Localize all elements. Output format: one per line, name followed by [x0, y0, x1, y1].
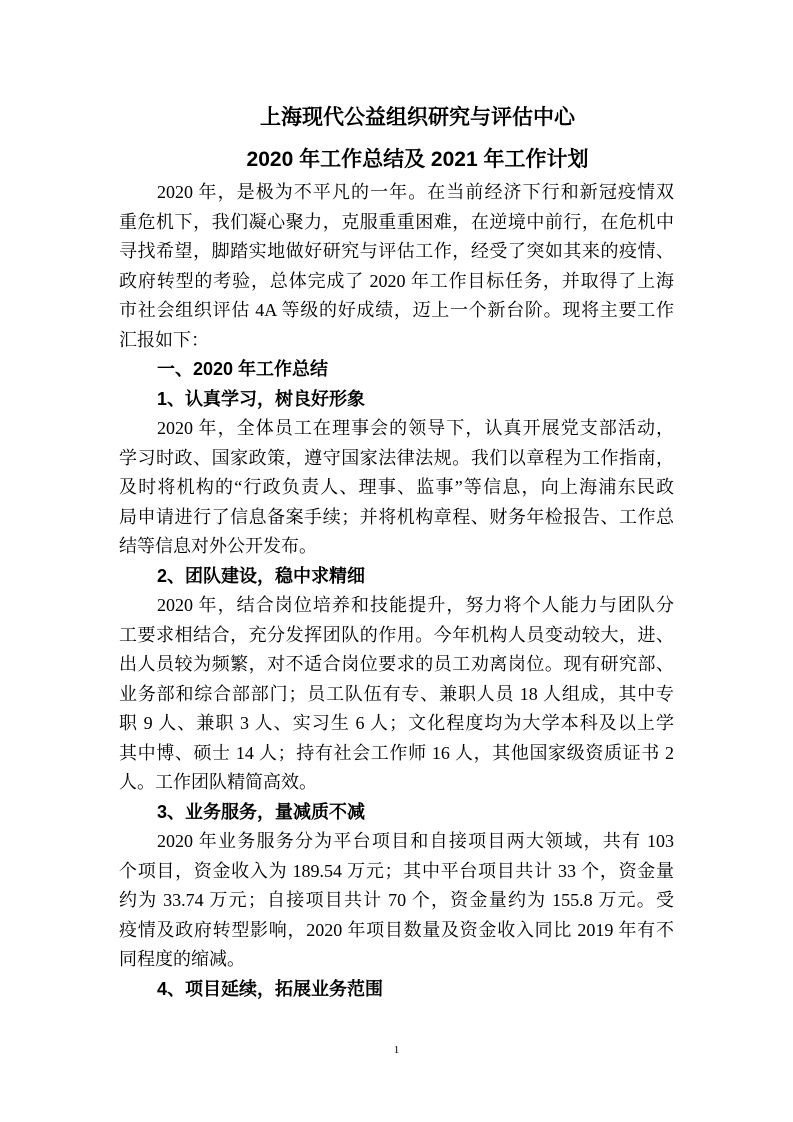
document-subtitle: 2020 年工作总结及 2021 年工作计划 — [246, 148, 589, 171]
subsection-study — [119, 385, 674, 562]
paragraph-line: 业务部和综合部部门；员工队伍有专、兼职人员 18 人组成，其中专 — [119, 683, 674, 704]
paragraph-line: 疫情及政府转型影响，2020 年项目数量及资金收入同比 2019 年有不 — [119, 919, 674, 940]
paragraph-line: 学习时政、国家政策，遵守国家法律法规。我们以章程为工作指南， — [119, 447, 674, 468]
paragraph-line: 职 9 人、兼职 3 人、实习生 6 人；文化程度均为大学本科及以上学 — [119, 713, 674, 733]
subsection-team — [119, 562, 674, 798]
paragraph-line: 汇报如下： — [119, 329, 209, 350]
intro-paragraph — [119, 178, 674, 355]
document-body — [119, 178, 674, 1004]
subsection-heading: 1、认真学习，树良好形象 — [157, 388, 366, 409]
paragraph-line: 人。工作团队精简高效。 — [119, 772, 317, 792]
paragraph-line: 约为 33.74 万元；自接项目共计 70 个，资金量约为 155.8 万元。受 — [119, 890, 674, 910]
subsection-services — [119, 798, 674, 975]
page-number: 1 — [393, 1044, 400, 1056]
document-title: 上海现代公益组织研究与评估中心 — [260, 106, 575, 129]
paragraph-line: 2020 年，是极为不平凡的一年。在当前经济下行和新冠疫情双 — [157, 182, 674, 202]
paragraph-line: 其中博、硕士 14 人；持有社会工作师 16 人，其他国家级资质证书 2 — [119, 742, 674, 763]
paragraph-line: 个项目，资金收入为 189.54 万元；其中平台项目共计 33 个，资金量 — [119, 860, 674, 881]
paragraph-line: 结等信息对外公开发布。 — [119, 536, 317, 556]
subsection-projects — [119, 975, 674, 1005]
paragraph-line: 同程度的缩减。 — [119, 949, 245, 969]
subsection-heading: 3、业务服务，量减质不减 — [157, 801, 366, 822]
paragraph-line: 市社会组织评估 4A 等级的好成绩，迈上一个新台阶。现将主要工作 — [119, 300, 674, 320]
paragraph-line: 局申请进行了信息备案手续；并将机构章程、财务年检报告、工作总 — [119, 506, 674, 527]
subsection-heading: 4、项目延续，拓展业务范围 — [157, 978, 384, 999]
subsection-heading: 2、团队建设，稳中求精细 — [157, 565, 366, 586]
paragraph-line: 出人员较为频繁，对不适合岗位要求的员工劝离岗位。现有研究部、 — [119, 654, 674, 674]
paragraph-line: 2020 年，结合岗位培养和技能提升，努力将个人能力与团队分 — [157, 595, 674, 615]
paragraph-line: 2020 年业务服务分为平台项目和自接项目两大领域，共有 103 — [157, 831, 674, 851]
paragraph-line: 2020 年，全体员工在理事会的领导下，认真开展党支部活动， — [157, 418, 674, 438]
paragraph-line: 重危机下，我们凝心聚力，克服重重困难，在逆境中前行，在危机中 — [119, 211, 674, 232]
section-heading: 一、2020 年工作总结 — [157, 359, 329, 379]
paragraph-line: 政府转型的考验，总体完成了 2020 年工作目标任务，并取得了上海 — [119, 270, 674, 291]
paragraph-line: 寻找希望，脚踏实地做好研究与评估工作，经受了突如其来的疫情、 — [119, 241, 674, 261]
paragraph-line: 及时将机构的“行政负责人、理事、监事”等信息，向上海浦东民政 — [119, 477, 674, 497]
paragraph-line: 工要求相结合，充分发挥团队的作用。今年机构人员变动较大，进、 — [119, 624, 674, 645]
